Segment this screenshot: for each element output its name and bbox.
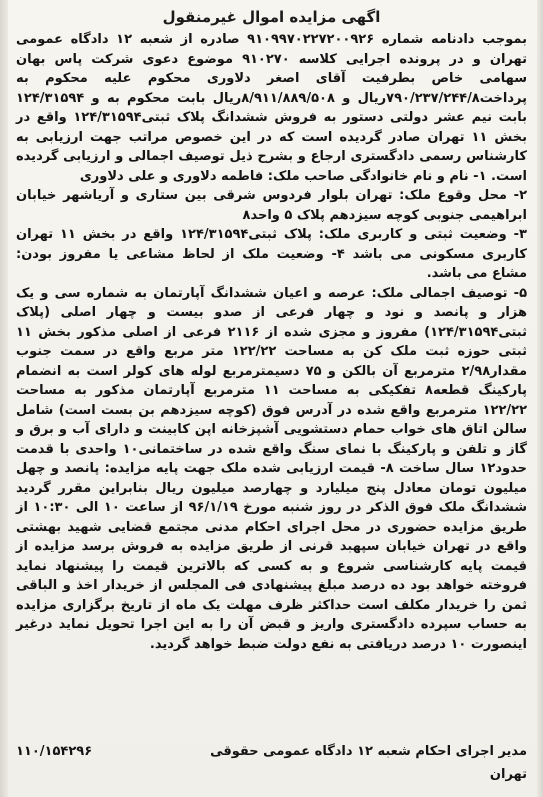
paragraph-intro: بموجب دادنامه شماره ۹۱۰۹۹۷۰۲۲۷۲۰۰۹۲۶ صادره از شعبه ۱۲ دادگاه عمومی تهران و در پرونده اجرایی کلاسه ۹۱۰۲۷۰ موضوع دعوی شرکت پاس بهان سهامی خاص بطرفیت آقای اصغر دلاوری محکوم علیه محکوم به پرداخت۷۹۰/۲۳۷/۲۴۴/۸ریال و ۸/۹۱۱/۸۸۹/۵۰۸ریال بابت محکوم به و ۱۲۴/۳۱۵۹۴ بابت نیم عشر دولتی دستور به فروش ششدانگ پلاک ثبتی۱۲۴/۳۱۵۹۴ واقع در بخش ۱۱ تهران صادر گردیده است که در این خصوص مراتب جهت ارزیابی به کارشناس رسمی دادگستری ارجاع و بشرح ذیل توصیف اجمالی و ارزیابی گردیده است. ۱- نام و نام خانوادگی صاحب ملک: فاطمه دلاوری و علی دلاوری	[16, 32, 528, 184]
notice-body	[16, 30, 527, 654]
notice-title: اگهی مزایده اموال غیرمنقول	[162, 8, 381, 26]
page-left-edge	[0, 0, 8, 797]
signature-line: مدیر اجرای احکام شعبه ۱۲ دادگاه عمومی حقوقی	[210, 744, 527, 759]
paragraph-description: ۵- توصیف اجمالی ملک: عرصه و اعیان ششدانگ آپارتمان به شماره سی و یک هزار و پانصد و نود و چهار فرعی از صدو بیست و چهار اصلی (پلاک ثبتی۱۲۴/۳۱۵۹۴) مفروز و مجزی شده از ۲۱۱۶ فرعی از اصلی مذکور بخش ۱۱ ثبتی حوزه ثبت ملک کن به مساحت ۱۲۲/۲۲ متر مربع واقع در سمت جنوب مقدار۲/۹۸ مترمربع آن بالکن و ۷۵ دسیمترمربع لوله های کولر است به انضمام پارکینگ قطعه۸ تفکیکی به مساحت ۱۱ مترمربع آپارتمان مذکور به مساحت ۱۲۲/۲۲ مترمربع واقع شده در آدرس فوق (کوچه سیزدهم بن بست است) شامل سالن اتاق های خواب حمام دستشویی آشپزخانه اپن کابینت و دارای آب و برق و گاز و تلفن و پارکینگ با نمای سنگ واقع شده در ساختمانی۱۰ واحدی با قدمت حدود۱۲ سال ساخت ۸- قیمت ارزیابی شده ملک جهت پایه مزایده: پانصد و چهل میلیون تومان معادل پنج میلیارد و چهارصد میلیون ریال بنابراین مقرر گردید ششدانگ ملک فوق الذکر در روز شنبه مورخ ۹۶/۱/۱۹ از ساعت ۱۰ الی ۱۰:۳۰ از طریق مزایده حضوری در محل اجرای احکام مدنی مجتمع قضایی شهید بهشتی واقع در تهران خیابان سپهبد قرنی از طریق مزایده به فروش برسد مزایده از قیمت پایه کارشناسی شروع و به کسی که بالاترین قیمت را پیشنهاد نماید فروخته خواهد بود ده درصد مبلغ پیشنهادی فی المجلس از خریدار اخذ و الباقی ثمن را خریدار مکلف است حداکثر ظرف مهلت یک ماه از تاریخ برگزاری مزایده به حساب سپرده دادگستری واریز و قبض آن را به این اجرا تحویل نماید درغیر اینصورت ۱۰ درصد دریافتی به نفع دولت ضبط خواهد گردید.	[16, 285, 527, 652]
footer-row	[16, 742, 527, 761]
reference-code: ۱۱۰/۱۵۴۲۹۶	[16, 744, 93, 759]
paragraph-location: ۲- محل وقوع ملک: تهران بلوار فردوس شرقی بین ستاری و آریاشهر خیابان ابراهیمی جنوبی کوچه سیزدهم پلاک ۵ واحد۸	[16, 188, 527, 223]
notice-footer	[16, 742, 527, 784]
footer-city: تهران	[489, 767, 527, 782]
page-right-edge	[537, 0, 543, 797]
paragraph-registration: ۳- وضعیت ثبتی و کاربری ملک: پلاک ثبتی۱۲۴/۳۱۵۹۴ واقع در بخش ۱۱ تهران کاربری مسکونی می باشد ۴- وضعیت ملک از لحاظ مشاعی یا مفروز بودن: مشاع می باشد.	[16, 227, 527, 281]
